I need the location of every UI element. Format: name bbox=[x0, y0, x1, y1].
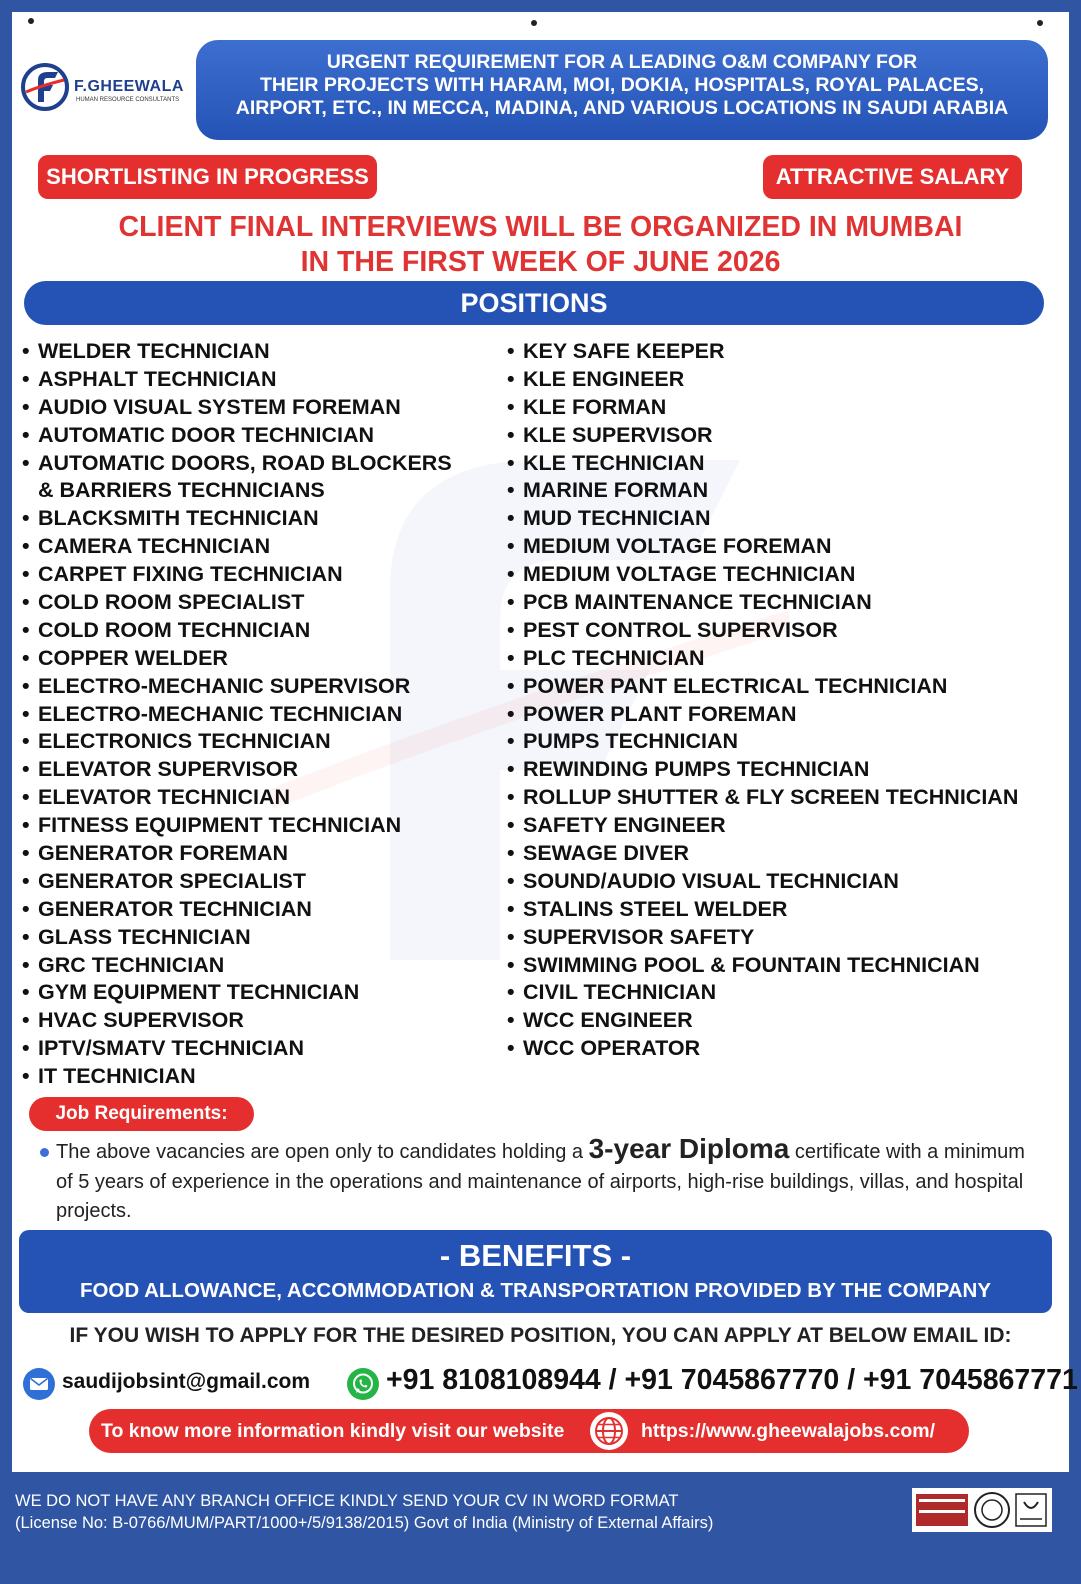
position-item bbox=[22, 812, 452, 840]
positions-left-column bbox=[22, 338, 452, 1091]
bullet-icon: • bbox=[507, 1008, 515, 1033]
position-label: CARPET FIXING TECHNICIAN bbox=[38, 562, 343, 587]
position-item bbox=[22, 924, 452, 952]
position-item bbox=[507, 673, 1018, 701]
position-item bbox=[507, 952, 1018, 980]
position-item bbox=[22, 896, 452, 924]
position-item bbox=[22, 450, 452, 478]
bullet-icon: • bbox=[22, 339, 30, 363]
position-item bbox=[507, 868, 1018, 896]
position-label: MUD TECHNICIAN bbox=[523, 506, 711, 531]
position-item bbox=[22, 589, 452, 617]
position-label: & BARRIERS TECHNICIANS bbox=[38, 478, 325, 503]
bullet-icon: • bbox=[507, 1036, 515, 1061]
bullet-icon: • bbox=[22, 394, 30, 419]
position-label: PEST CONTROL SUPERVISOR bbox=[523, 617, 838, 642]
position-item bbox=[507, 422, 1018, 450]
position-label: FITNESS EQUIPMENT TECHNICIAN bbox=[38, 813, 402, 838]
position-item bbox=[507, 450, 1018, 478]
position-label: GENERATOR TECHNICIAN bbox=[38, 896, 312, 921]
position-label: SAFETY ENGINEER bbox=[523, 813, 726, 838]
position-item bbox=[22, 366, 452, 394]
position-item bbox=[22, 1035, 452, 1063]
position-label: AUTOMATIC DOORS, ROAD BLOCKERS bbox=[38, 450, 452, 475]
position-item bbox=[507, 561, 1018, 589]
bullet-icon: • bbox=[22, 422, 30, 447]
position-item bbox=[507, 533, 1018, 561]
website-url-link[interactable]: https://www.gheewalajobs.com/ bbox=[641, 1420, 935, 1442]
whatsapp-icon bbox=[346, 1367, 380, 1401]
position-label: PCB MAINTENANCE TECHNICIAN bbox=[523, 590, 872, 615]
footer-notice bbox=[15, 1490, 713, 1534]
position-label: POWER PLANT FOREMAN bbox=[523, 701, 797, 726]
position-label: AUDIO VISUAL SYSTEM FOREMAN bbox=[38, 394, 401, 419]
logo-tagline: HUMAN RESOURCE CONSULTANTS bbox=[76, 97, 180, 103]
position-item bbox=[507, 756, 1018, 784]
position-label: IPTV/SMATV TECHNICIAN bbox=[38, 1036, 304, 1061]
position-label: KLE FORMAN bbox=[523, 394, 667, 419]
position-label: KLE SUPERVISOR bbox=[523, 422, 713, 447]
bullet-icon: • bbox=[22, 729, 30, 754]
requirement-text-before: The above vacancies are open only to candidates holding a bbox=[56, 1141, 589, 1163]
position-item bbox=[22, 645, 452, 673]
bullet-icon: • bbox=[22, 590, 30, 615]
bullet-icon: • bbox=[22, 980, 30, 1005]
position-label: ELECTRO-MECHANIC TECHNICIAN bbox=[38, 701, 403, 726]
position-label: STALINS STEEL WELDER bbox=[523, 896, 788, 921]
position-label: KEY SAFE KEEPER bbox=[523, 339, 725, 363]
position-label: AUTOMATIC DOOR TECHNICIAN bbox=[38, 422, 375, 447]
position-item bbox=[22, 1063, 452, 1091]
bullet-icon: • bbox=[22, 757, 30, 782]
position-label: ROLLUP SHUTTER & FLY SCREEN TECHNICIAN bbox=[523, 785, 1019, 810]
position-label: WCC OPERATOR bbox=[523, 1036, 701, 1061]
bullet-icon: • bbox=[507, 450, 515, 475]
position-label: GENERATOR FOREMAN bbox=[38, 841, 289, 866]
bullet-icon: • bbox=[22, 1064, 30, 1089]
bullet-icon: • bbox=[22, 868, 30, 893]
salary-badge: ATTRACTIVE SALARY bbox=[763, 155, 1022, 199]
bullet-icon: • bbox=[507, 980, 515, 1005]
position-item bbox=[22, 756, 452, 784]
bullet-icon: • bbox=[507, 924, 515, 949]
bullet-icon: • bbox=[507, 562, 515, 587]
benefits-title: - BENEFITS - bbox=[439, 1238, 632, 1273]
position-item bbox=[22, 617, 452, 645]
position-item bbox=[22, 533, 452, 561]
position-label: COLD ROOM TECHNICIAN bbox=[38, 617, 311, 642]
position-label: HVAC SUPERVISOR bbox=[38, 1008, 244, 1033]
bullet-icon: • bbox=[22, 785, 30, 810]
bullet-icon: • bbox=[507, 534, 515, 559]
position-item bbox=[507, 1035, 1018, 1063]
website-label: To know more information kindly visit our website bbox=[101, 1420, 565, 1442]
position-item bbox=[507, 728, 1018, 756]
requirement-highlight: 3-year Diploma bbox=[588, 1133, 790, 1164]
banner-line-3: AIRPORT, ETC., IN MECCA, MADINA, AND VARIOUS LOCATIONS IN SAUDI ARABIA bbox=[235, 97, 1009, 119]
bullet-icon: • bbox=[22, 366, 30, 391]
pin-dot-right bbox=[1037, 20, 1043, 26]
job-requirements-label: Job Requirements: bbox=[29, 1097, 254, 1131]
shortlisting-badge: SHORTLISTING IN PROGRESS bbox=[38, 155, 377, 199]
position-item bbox=[22, 477, 452, 505]
bullet-icon: • bbox=[507, 813, 515, 838]
bullet-icon: • bbox=[507, 422, 515, 447]
position-item bbox=[507, 979, 1018, 1007]
position-item bbox=[22, 338, 452, 366]
position-label: CAMERA TECHNICIAN bbox=[38, 534, 271, 559]
requirement-text-after: certificate with a minimum of 5 years of experience in the operations and maintenance of airports, high-rise buildings, villas, and hospital projects. bbox=[56, 1141, 1025, 1222]
bullet-icon: • bbox=[22, 534, 30, 559]
bullet-icon: • bbox=[507, 952, 515, 977]
position-item bbox=[507, 394, 1018, 422]
position-item bbox=[507, 645, 1018, 673]
position-item bbox=[22, 1007, 452, 1035]
position-label: KLE ENGINEER bbox=[523, 366, 685, 391]
logo-name: F.GHEEWALA bbox=[74, 78, 184, 95]
position-item bbox=[22, 979, 452, 1007]
bullet-icon: • bbox=[507, 896, 515, 921]
requirement-bullet bbox=[40, 1148, 49, 1157]
headline-line-2: IN THE FIRST WEEK OF JUNE 2026 bbox=[300, 246, 781, 278]
position-label: COPPER WELDER bbox=[38, 645, 228, 670]
bullet-icon: • bbox=[507, 673, 515, 698]
position-label: SWIMMING POOL & FOUNTAIN TECHNICIAN bbox=[523, 952, 980, 977]
position-label: WELDER TECHNICIAN bbox=[38, 339, 270, 363]
position-label: GLASS TECHNICIAN bbox=[38, 924, 251, 949]
bullet-icon: • bbox=[507, 617, 515, 642]
position-item bbox=[22, 784, 452, 812]
pin-dot-left bbox=[28, 18, 34, 24]
banner-line-2: THEIR PROJECTS WITH HARAM, MOI, DOKIA, HOSPITALS, ROYAL PALACES, bbox=[259, 74, 985, 96]
bullet-icon: • bbox=[22, 506, 30, 531]
position-label: ELEVATOR TECHNICIAN bbox=[38, 785, 291, 810]
bullet-icon: • bbox=[22, 841, 30, 866]
positions-right-column bbox=[507, 338, 1018, 1063]
position-item bbox=[22, 728, 452, 756]
position-item bbox=[22, 505, 452, 533]
position-item bbox=[507, 701, 1018, 729]
bullet-icon: • bbox=[507, 868, 515, 893]
bullet-icon: • bbox=[22, 673, 30, 698]
email-link[interactable]: saudijobsint@gmail.com bbox=[62, 1370, 311, 1393]
position-item bbox=[22, 561, 452, 589]
position-label: GRC TECHNICIAN bbox=[38, 952, 225, 977]
position-label: CIVIL TECHNICIAN bbox=[523, 980, 717, 1005]
phone-numbers[interactable]: +91 8108108944 / +91 7045867770 / +91 7045867771 bbox=[386, 1364, 1078, 1396]
bullet-icon: • bbox=[507, 394, 515, 419]
bullet-icon: • bbox=[22, 450, 30, 475]
bullet-icon: • bbox=[507, 478, 515, 503]
footer-line-2: (License No: B-0766/MUM/PART/1000+/5/9138/2015) Govt of India (Ministry of External Affairs) bbox=[15, 1514, 714, 1532]
globe-icon bbox=[589, 1411, 629, 1451]
position-item bbox=[22, 868, 452, 896]
position-label: GENERATOR SPECIALIST bbox=[38, 868, 306, 893]
position-item bbox=[22, 840, 452, 868]
bullet-icon: • bbox=[507, 729, 515, 754]
position-item bbox=[507, 784, 1018, 812]
company-logo bbox=[20, 62, 192, 112]
position-item bbox=[22, 673, 452, 701]
position-item bbox=[507, 366, 1018, 394]
bullet-icon: • bbox=[22, 1036, 30, 1061]
position-label: ELEVATOR SUPERVISOR bbox=[38, 757, 299, 782]
mail-icon bbox=[22, 1367, 56, 1401]
position-label: IT TECHNICIAN bbox=[38, 1064, 196, 1089]
position-label: ELECTRO-MECHANIC SUPERVISOR bbox=[38, 673, 411, 698]
position-label: MEDIUM VOLTAGE TECHNICIAN bbox=[523, 562, 856, 587]
position-label: MARINE FORMAN bbox=[523, 478, 709, 503]
bullet-icon: • bbox=[507, 590, 515, 615]
position-label: SOUND/AUDIO VISUAL TECHNICIAN bbox=[523, 868, 899, 893]
bullet-icon: • bbox=[507, 701, 515, 726]
logo-mark-icon bbox=[20, 62, 70, 112]
position-item bbox=[22, 952, 452, 980]
bullet-icon: • bbox=[22, 952, 30, 977]
position-label: SEWAGE DIVER bbox=[523, 841, 690, 866]
position-item bbox=[507, 477, 1018, 505]
bullet-icon: • bbox=[507, 339, 515, 363]
benefits-box bbox=[19, 1230, 1052, 1313]
position-label: MEDIUM VOLTAGE FOREMAN bbox=[523, 534, 832, 559]
position-label: WCC ENGINEER bbox=[523, 1008, 693, 1033]
position-item bbox=[22, 394, 452, 422]
bullet-icon: • bbox=[22, 896, 30, 921]
pin-dot-center bbox=[531, 20, 537, 26]
website-bar bbox=[89, 1409, 969, 1453]
position-item bbox=[507, 1007, 1018, 1035]
position-item bbox=[507, 924, 1018, 952]
bullet-icon: • bbox=[22, 617, 30, 642]
position-label: KLE TECHNICIAN bbox=[523, 450, 705, 475]
position-label: PLC TECHNICIAN bbox=[523, 645, 705, 670]
position-label: COLD ROOM SPECIALIST bbox=[38, 590, 305, 615]
position-item bbox=[507, 812, 1018, 840]
position-item bbox=[507, 338, 1018, 366]
bullet-icon: • bbox=[507, 645, 515, 670]
position-item bbox=[507, 840, 1018, 868]
position-item bbox=[507, 589, 1018, 617]
footer-line-1: WE DO NOT HAVE ANY BRANCH OFFICE KINDLY SEND YOUR CV IN WORD FORMAT bbox=[15, 1492, 679, 1510]
bullet-icon: • bbox=[22, 924, 30, 949]
position-item bbox=[507, 896, 1018, 924]
banner-line-1: URGENT REQUIREMENT FOR A LEADING O&M COMPANY FOR bbox=[326, 51, 918, 73]
bullet-icon: • bbox=[22, 701, 30, 726]
headline-line-1: CLIENT FINAL INTERVIEWS WILL BE ORGANIZED IN MUMBAI bbox=[118, 211, 963, 243]
position-label: SUPERVISOR SAFETY bbox=[523, 924, 755, 949]
apply-instruction: IF YOU WISH TO APPLY FOR THE DESIRED POSITION, YOU CAN APPLY AT BELOW EMAIL ID: bbox=[69, 1324, 1012, 1347]
position-label: BLACKSMITH TECHNICIAN bbox=[38, 506, 319, 531]
position-label: PUMPS TECHNICIAN bbox=[523, 729, 739, 754]
position-label: GYM EQUIPMENT TECHNICIAN bbox=[38, 980, 360, 1005]
position-label: POWER PANT ELECTRICAL TECHNICIAN bbox=[523, 673, 948, 698]
contact-row bbox=[22, 1364, 1078, 1402]
bullet-icon: • bbox=[22, 813, 30, 838]
bullet-icon: • bbox=[22, 1008, 30, 1033]
position-item bbox=[507, 505, 1018, 533]
position-label: ELECTRONICS TECHNICIAN bbox=[38, 729, 331, 754]
position-label: REWINDING PUMPS TECHNICIAN bbox=[523, 757, 870, 782]
position-item bbox=[22, 701, 452, 729]
top-banner bbox=[196, 40, 1048, 140]
bullet-icon: • bbox=[507, 757, 515, 782]
position-label: ASPHALT TECHNICIAN bbox=[38, 366, 277, 391]
position-item bbox=[22, 422, 452, 450]
bullet-icon: • bbox=[507, 841, 515, 866]
bullet-icon: • bbox=[507, 506, 515, 531]
bullet-icon: • bbox=[507, 366, 515, 391]
requirement-text bbox=[56, 1134, 1046, 1227]
bullet-icon: • bbox=[22, 562, 30, 587]
positions-title: POSITIONS bbox=[24, 281, 1044, 325]
bullet-icon: • bbox=[507, 785, 515, 810]
benefits-text: FOOD ALLOWANCE, ACCOMMODATION & TRANSPORTATION PROVIDED BY THE COMPANY bbox=[79, 1279, 992, 1302]
position-item bbox=[507, 617, 1018, 645]
bullet-icon: • bbox=[22, 645, 30, 670]
certification-logos-icon bbox=[912, 1488, 1052, 1532]
